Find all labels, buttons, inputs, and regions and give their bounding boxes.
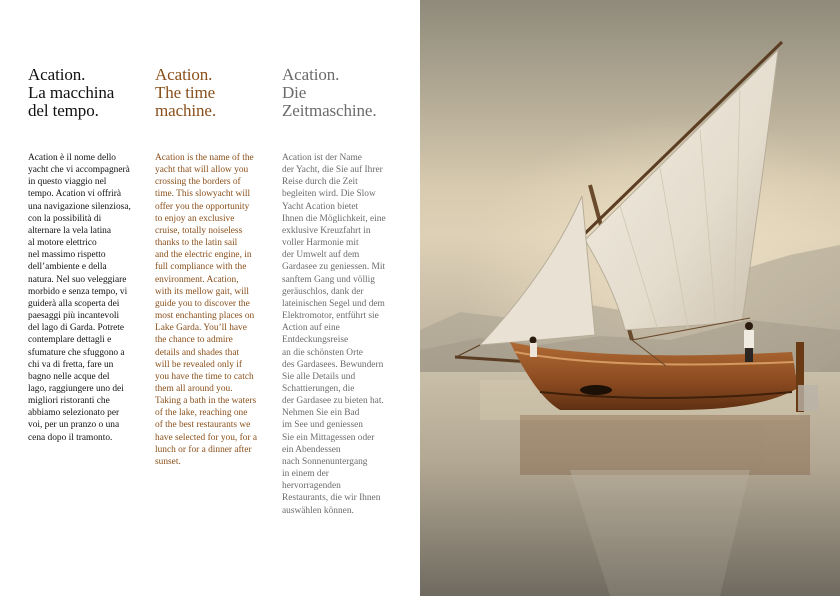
english-title: Acation. The time machine. (155, 65, 217, 120)
english-column (155, 66, 273, 468)
person-bow (530, 337, 538, 358)
italian-body: Acation è il nome dello yacht che vi accompagnerà in questo viaggio nel tempo. Acation vi offrirà una navigazione silenziosa, con la possibilità di alternare la vela latina al motore elettrico nel massimo rispetto dell’ambiente e della natura. Nel suo veleggiare morbido e senza tempo, vi guiderà alla scoperta dei paesaggi più incantevoli del lago di Garda. Potrete contemplare dettagli e sfumature che sfuggono a chi va di fretta, fare un bagno nelle acque del lago, raggiungere uno dei migliori ristoranti che abbiamo selezionato per voi, per un pranzo o una cena dopo il tramonto. (28, 153, 131, 443)
sailboat-photo (420, 0, 840, 596)
rudder (798, 385, 818, 411)
german-column (282, 66, 394, 517)
italian-title: Acation. La macchina del tempo. (28, 65, 115, 120)
english-body: Acation is the name of the yacht that will allow you crossing the borders of time. This slowyacht will offer you the opportunity to enjoy an exclusive cruise, totally noiseless thanks to the latin sail and the electric engine, in full compliance with the environment. Acation, with its mellow gait, will guide you to discover the most enchanting places on Lake Garda. You’ll have the chance to admire details and shades that will be revealed only if you have the time to catch them all around you. Taking a bath in the waters of the lake, reaching one of the best restaurants we have selected for you, for a lunch or for a dinner after sunset. (155, 153, 258, 467)
porthole (580, 385, 612, 395)
german-title: Acation. Die Zeitmaschine. (282, 65, 377, 120)
german-body: Acation ist der Name der Yacht, die Sie auf Ihrer Reise durch die Zeit begleiten wird. Die Slow Yacht Acation bietet Ihnen die Möglichkeit, eine exklusive Kreuzfahrt in voller Harmonie mit der Umwelt auf dem Gardasee zu geniessen. Mit sanftem Gang und völlig geräuschlos, dank der lateinischen Segel und dem Elektromotor, entführt sie Action auf eine Entdeckungsreise an die schönsten Orte des Gardasees. Bewundern Sie alle Details und Schattierungen, die der Gardasee zu bieten hat. Nehmen Sie ein Bad im See und geniessen Sie ein Mittagessen oder ein Abendessen nach Sonnenuntergang in einem der hervorragenden Restaurants, die wir Ihnen auswählen können. (282, 153, 386, 516)
italian-column (28, 66, 146, 444)
